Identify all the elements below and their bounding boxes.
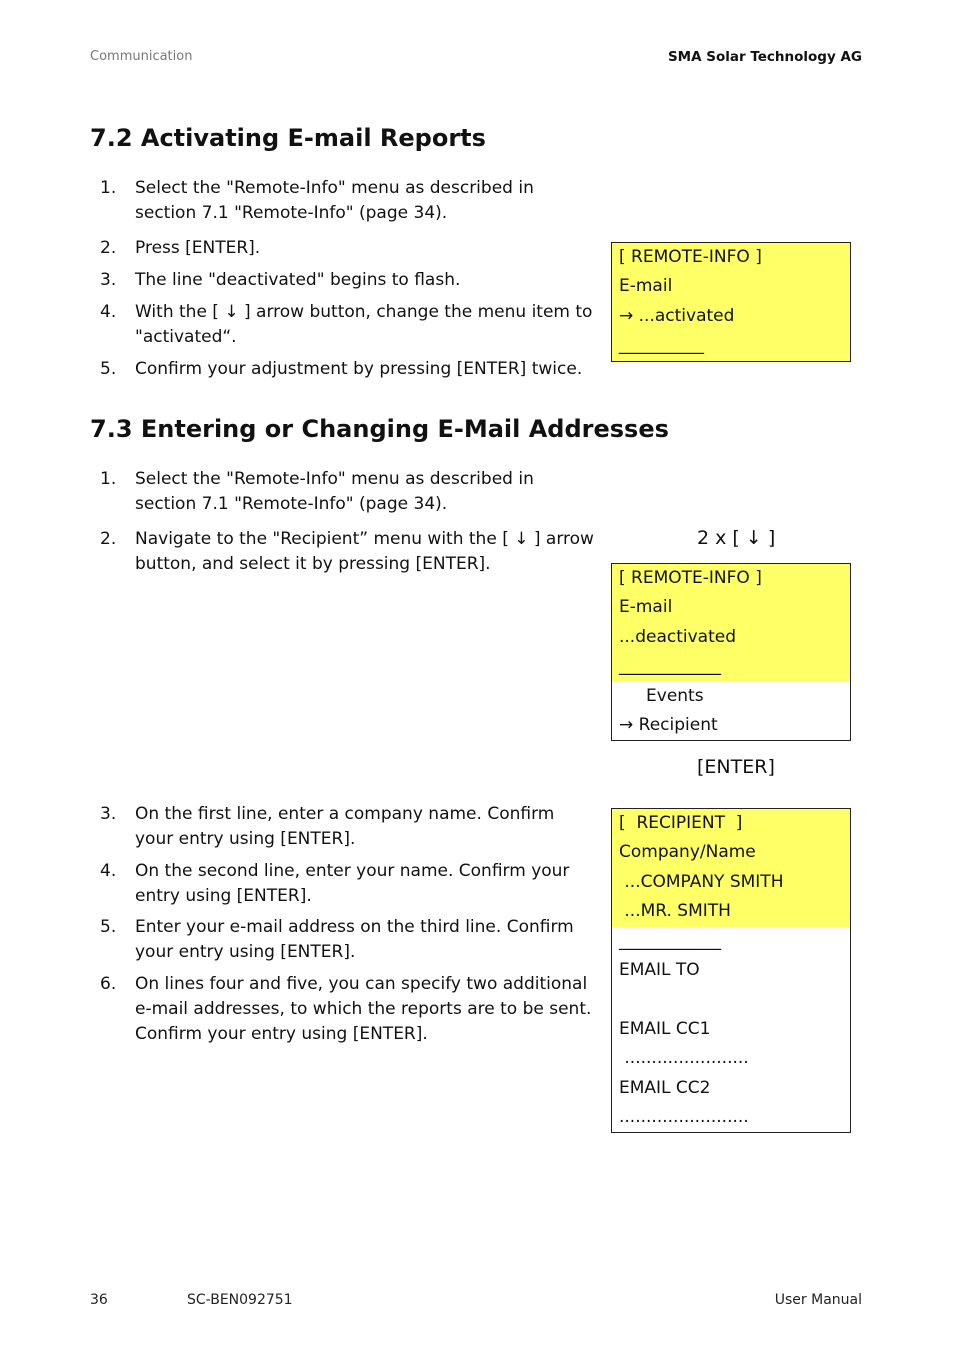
arrow-down-caption: 2 x [ ↓ ] bbox=[697, 527, 776, 549]
step-number: 4. bbox=[100, 861, 117, 881]
list-item bbox=[90, 527, 596, 577]
step-number: 5. bbox=[100, 359, 117, 379]
display-line: EMAIL TO bbox=[619, 959, 700, 980]
step-number: 1. bbox=[100, 469, 117, 489]
step-number: 3. bbox=[100, 804, 117, 824]
display-line: [ REMOTE-INFO ] bbox=[612, 564, 850, 593]
display-line: Company/Name bbox=[612, 838, 850, 867]
section-7-3-heading: 7.3 Entering or Changing E-Mail Addresses bbox=[90, 415, 669, 443]
display-line: ____________ bbox=[612, 652, 850, 681]
list-item bbox=[90, 268, 596, 293]
display-line: E-mail bbox=[612, 593, 850, 622]
display-line: EMAIL CC1 bbox=[619, 1018, 711, 1039]
step-text: Press [ENTER]. bbox=[135, 238, 261, 258]
header-company-name: SMA Solar Technology AG bbox=[667, 49, 862, 65]
list-item bbox=[90, 859, 596, 909]
display-line: [ REMOTE-INFO ] bbox=[612, 243, 850, 272]
step-number: 2. bbox=[100, 238, 117, 258]
step-text: On the first line, enter a company name. Confirm your entry using [ENTER]. bbox=[135, 804, 555, 849]
step-text: Select the "Remote-Info" menu as described in section 7.1 "Remote-Info" (page 34). bbox=[135, 178, 534, 223]
display-line: ....................... bbox=[619, 1048, 749, 1069]
list-item bbox=[90, 300, 596, 350]
list-item bbox=[90, 357, 596, 382]
header-section-name: Communication bbox=[90, 49, 193, 64]
display-line bbox=[612, 985, 850, 1014]
enter-caption: [ENTER] bbox=[697, 756, 775, 778]
display-line: → Recipient bbox=[619, 714, 718, 735]
document-id: SC-BEN092751 bbox=[187, 1292, 293, 1308]
display-line: ...deactivated bbox=[612, 623, 850, 652]
list-item bbox=[90, 802, 596, 852]
step-text: Enter your e-mail address on the third line. Confirm your entry using [ENTER]. bbox=[135, 917, 574, 962]
lcd-display-recipient-menu bbox=[611, 563, 851, 741]
step-text: On the second line, enter your name. Confirm your entry using [ENTER]. bbox=[135, 861, 570, 906]
step-text: On lines four and five, you can specify two additional e-mail addresses, to which the reports are to be sent. Confirm your entry using [ENTER]. bbox=[135, 974, 592, 1044]
document-type: User Manual bbox=[774, 1292, 862, 1308]
display-line: → ...activated bbox=[612, 302, 850, 331]
section-7-2-heading: 7.2 Activating E-mail Reports bbox=[90, 124, 486, 152]
list-item bbox=[90, 972, 596, 1047]
display-line: ...MR. SMITH bbox=[612, 897, 850, 926]
list-item bbox=[90, 467, 596, 517]
list-item bbox=[90, 176, 596, 226]
step-text: With the [ ↓ ] arrow button, change the menu item to "activated“. bbox=[135, 302, 593, 347]
display-line: __________ bbox=[612, 331, 850, 360]
lcd-display-email-activated bbox=[611, 242, 851, 362]
list-item bbox=[90, 915, 596, 965]
display-line: ........................ bbox=[619, 1106, 749, 1127]
step-number: 1. bbox=[100, 178, 117, 198]
display-line: ____________ bbox=[619, 930, 721, 951]
step-text: The line "deactivated" begins to flash. bbox=[135, 270, 461, 290]
step-text: Navigate to the "Recipient” menu with the [ ↓ ] arrow button, and select it by pressing [ENTER]. bbox=[135, 529, 594, 574]
lcd-display-recipient-entry bbox=[611, 808, 851, 1133]
step-text: Confirm your adjustment by pressing [ENTER] twice. bbox=[135, 359, 583, 379]
step-number: 4. bbox=[100, 302, 117, 322]
step-text: Select the "Remote-Info" menu as described in section 7.1 "Remote-Info" (page 34). bbox=[135, 469, 534, 514]
step-number: 3. bbox=[100, 270, 117, 290]
display-line: [ RECIPIENT ] bbox=[612, 809, 850, 838]
list-item bbox=[90, 236, 596, 261]
display-line: EMAIL CC2 bbox=[619, 1077, 711, 1098]
display-line: ...COMPANY SMITH bbox=[612, 868, 850, 897]
display-line: E-mail bbox=[612, 272, 850, 301]
display-line: Events bbox=[619, 685, 704, 706]
step-number: 2. bbox=[100, 529, 117, 549]
step-number: 6. bbox=[100, 974, 117, 994]
step-number: 5. bbox=[100, 917, 117, 937]
page-number: 36 bbox=[90, 1292, 108, 1308]
